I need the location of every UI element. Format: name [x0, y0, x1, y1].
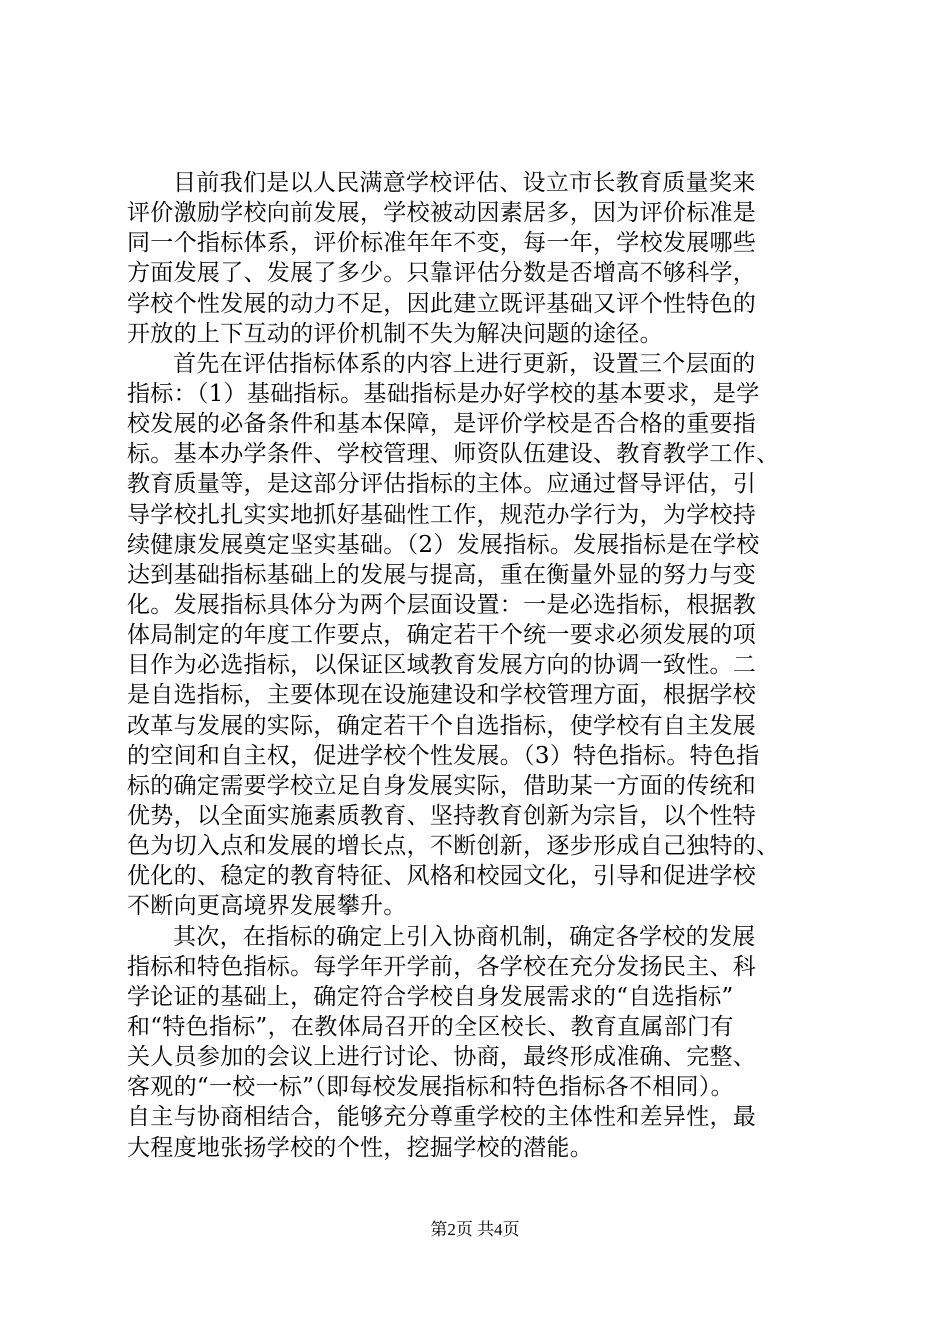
document-body	[127, 168, 847, 1163]
text-line: 是自选指标，主要体现在设施建设和学校管理方面，根据学校	[127, 682, 757, 709]
text-line: 学校个性发展的动力不足，因此建立既评基础又评个性特色的	[127, 290, 757, 317]
text-line: 开放的上下互动的评价机制不失为解决问题的途径。	[127, 320, 663, 347]
paragraph-first-line: 首先在评估指标体系的内容上进行更新，设置三个层面的	[173, 350, 756, 377]
text-line: 导学校扎扎实实地抓好基础性工作，规范办学行为，为学校持	[127, 501, 757, 528]
text-line: 校发展的必备条件和基本保障，是评价学校是否合格的重要指	[127, 411, 757, 438]
text-line: 改革与发展的实际，确定若干个自选指标，使学校有自主发展	[127, 712, 757, 739]
text-line: 标。基本办学条件、学校管理、师资队伍建设、教育教学工作、	[127, 441, 780, 468]
text-line: 色为切入点和发展的增长点，不断创新，逐步形成自己独特的、	[127, 833, 780, 860]
text-line: 指标和特色指标。每学年开学前，各学校在充分发扬民主、科	[127, 953, 757, 980]
text-line: 教育质量等，是这部分评估指标的主体。应通过督导评估，引	[127, 471, 757, 498]
paragraph-first-line: 目前我们是以人民满意学校评估、设立市长教育质量奖来	[173, 170, 756, 196]
text-line: 同一个指标体系，评价标准年年不变，每一年，学校发展哪些	[127, 230, 757, 257]
text-line: 续健康发展奠定坚实基础。（2）发展指标。发展指标是在学校	[127, 531, 760, 558]
text-line: 自主与协商相结合，能够充分尊重学校的主体性和差异性，最	[127, 1104, 757, 1131]
text-line: 体局制定的年度工作要点，确定若干个统一要求必须发展的项	[127, 622, 757, 649]
text-line: 目作为必选指标，以保证区域教育发展方向的协调一致性。二	[127, 652, 757, 679]
text-line: 大程度地张扬学校的个性，挖掘学校的潜能。	[127, 1134, 593, 1161]
text-line: 和“特色指标”，在教体局召开的全区校长、教育直属部门有	[127, 1013, 734, 1040]
text-line: 评价激励学校向前发展，学校被动因素居多，因为评价标准是	[127, 200, 757, 227]
text-line: 化。发展指标具体分为两个层面设置：一是必选指标，根据教	[127, 591, 757, 618]
text-line: 关人员参加的会议上进行讨论、协商，最终形成准确、完整、	[127, 1044, 757, 1071]
text-line: 客观的“一校一标”（即每校发展指标和特色指标各不相同）。	[127, 1074, 734, 1101]
page-number-footer: 第2页 共4页	[430, 1220, 520, 1239]
text-line: 指标：（1）基础指标。基础指标是办好学校的基本要求，是学	[127, 380, 760, 407]
text-line: 标的确定需要学校立足自身发展实际，借助某一方面的传统和	[127, 772, 757, 799]
text-line: 方面发展了、发展了多少。只靠评估分数是否增高不够科学，	[127, 260, 757, 287]
paragraph-first-line: 其次，在指标的确定上引入协商机制，确定各学校的发展	[173, 923, 756, 950]
text-line: 优化的、稳定的教育特征、风格和校园文化，引导和促进学校	[127, 863, 757, 890]
text-line: 学论证的基础上，确定符合学校自身发展需求的“自选指标”	[127, 983, 734, 1010]
text-line: 的空间和自主权，促进学校个性发展。（3）特色指标。特色指	[127, 742, 760, 769]
text-line: 达到基础指标基础上的发展与提高，重在衡量外显的努力与变	[127, 561, 757, 588]
text-line: 不断向更高境界发展攀升。	[127, 893, 407, 920]
text-line: 优势，以全面实施素质教育、坚持教育创新为宗旨，以个性特	[127, 802, 757, 829]
